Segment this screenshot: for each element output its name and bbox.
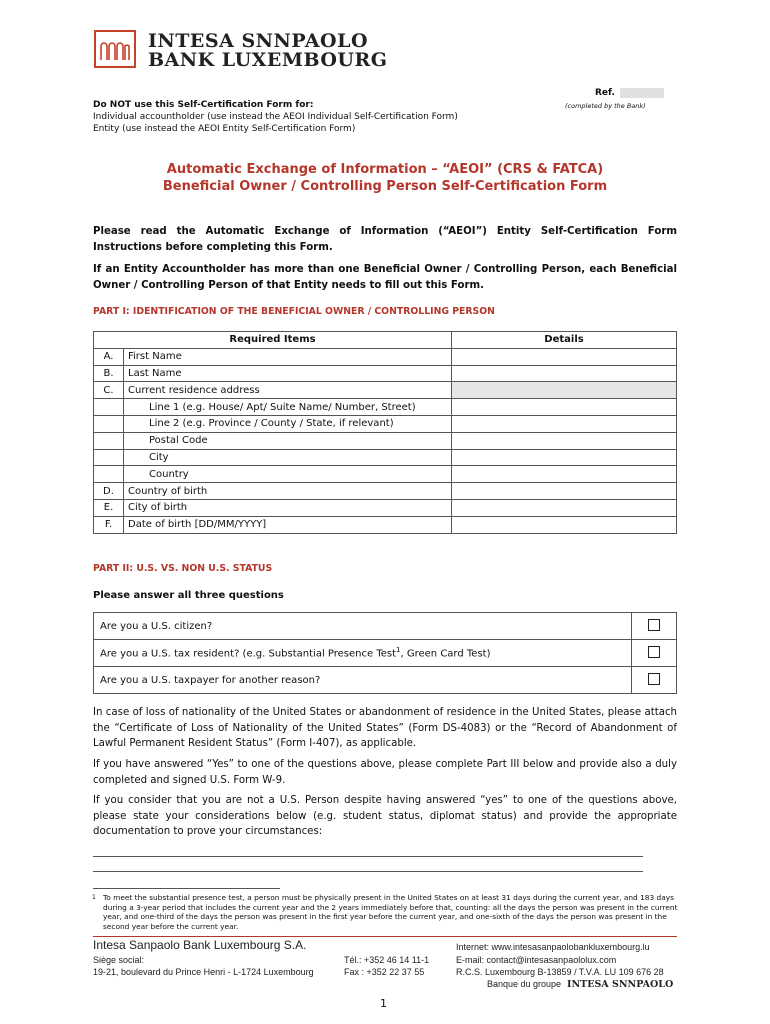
table-row [94,499,677,516]
form-title-line1: Automatic Exchange of Information – “AEOI” (CRS & FATCA) [166,162,604,177]
row-letter [94,399,124,416]
date-of-birth-field[interactable] [452,516,677,533]
footer-company: Intesa Sanpaolo Bank Luxembourg S.A. [93,938,307,952]
row-letter [94,466,124,483]
first-name-field[interactable] [452,348,677,365]
answered-yes-paragraph: If you have answered “Yes” to one of the questions above, please complete Part III below and provide also a duly completed and signed U.S. Form W-9. [93,759,677,786]
footnote [93,893,679,931]
question-text: Are you a U.S. tax resident? (e.g. Substantial Presence Test [100,648,397,660]
table-row [94,667,677,694]
footnote-number: 1 [92,894,96,901]
row-letter: D. [94,483,124,500]
row-letter: B. [94,365,124,382]
ref-note: (completed by the Bank) [565,102,646,110]
row-label: Country of birth [124,483,452,500]
footer-address: 19-21, boulevard du Prince Henri - L-1724 Luxembourg [93,967,314,977]
table-row [94,516,677,533]
col-details: Details [452,332,677,349]
country-field[interactable] [452,466,677,483]
row-label: Country [124,466,452,483]
footer-rcs: R.C.S. Luxembourg B-13859 / T.V.A. LU 109 676 28 [456,967,664,977]
footer-email[interactable]: E-mail: contact@intesasanpaololux.com [456,955,617,965]
us-status-table [93,612,677,694]
intro-line-individual: Individual accountholder (use instead the AEOI Individual Self-Certification Form) [93,112,458,122]
logo-wordmark-line1: INTESA SNNPAOLO [148,30,369,52]
row-label: Line 1 (e.g. House/ Apt/ Suite Name/ Number, Street) [124,399,452,416]
row-label: City [124,449,452,466]
row-label: Current residence address [124,382,452,399]
row-letter: E. [94,499,124,516]
footer-divider [93,936,677,937]
question-us-taxpayer: Are you a U.S. taxpayer for another reason? [94,667,632,694]
intro-line-entity: Entity (use instead the AEOI Entity Self-Certification Form) [93,124,356,134]
address-line1-field[interactable] [452,399,677,416]
footer-groupe: Banque du groupe [487,979,562,989]
row-label: Line 2 (e.g. Province / County / State, if relevant) [124,415,452,432]
row-letter: C. [94,382,124,399]
page-number: 1 [380,997,387,1010]
address-line2-field[interactable] [452,415,677,432]
row-label: Date of birth [DD/MM/YYYY] [124,516,452,533]
us-citizen-checkbox[interactable] [648,619,660,631]
row-label: Last Name [124,365,452,382]
table-row [94,449,677,466]
logo-wordmark-line2: BANK LUXEMBOURG [148,49,388,71]
table-row [94,466,677,483]
table-row [94,613,677,640]
do-not-use-heading: Do NOT use this Self-Certification Form for: [93,100,314,110]
not-us-person-paragraph: If you consider that you are not a U.S. Person despite having answered “yes” to one of the questions above, please state your considerations below (e.g. student status, diplomat status) and provide the appropriate documentation to prove your circumstances: [93,795,677,837]
city-of-birth-field[interactable] [452,499,677,516]
table-row [94,382,677,399]
footer-group-logo: INTESA SNNPAOLO [567,979,674,990]
instructions-p1: Please read the Automatic Exchange of Information (“AEOI”) Entity Self-Certification Form Instructions before completing this Form. [93,226,677,253]
part2-heading: PART II: U.S. VS. NON U.S. STATUS [93,563,273,574]
footnote-divider [93,888,280,889]
table-row [94,483,677,500]
table-row [94,432,677,449]
ref-label: Ref. [595,88,615,98]
us-tax-resident-checkbox[interactable] [648,646,660,658]
considerations-line-1[interactable] [93,856,643,857]
row-label: First Name [124,348,452,365]
bank-logo-icon [94,30,136,68]
row-label: City of birth [124,499,452,516]
part1-heading: PART I: IDENTIFICATION OF THE BENEFICIAL OWNER / CONTROLLING PERSON [93,306,495,317]
question-text-end: , Green Card Test) [400,648,491,660]
row-letter [94,449,124,466]
row-letter [94,432,124,449]
question-us-tax-resident [94,640,632,667]
table-row [94,640,677,667]
instructions-p2: If an Entity Accountholder has more than one Beneficial Owner / Controlling Person, each Beneficial Owner / Controlling Person of that Entity needs to fill out this Form. [93,264,677,291]
form-title-line2: Beneficial Owner / Controlling Person Self-Certification Form [162,179,608,194]
footer-siege: Siège social: [93,955,145,965]
part2-subheading: Please answer all three questions [93,590,284,601]
row-letter [94,415,124,432]
table-row [94,348,677,365]
col-required-items: Required Items [94,332,452,349]
postal-code-field[interactable] [452,432,677,449]
table-row [94,399,677,416]
loss-of-nationality-paragraph: In case of loss of nationality of the United States or abandonment of residence in the United States, please attach the “Certificate of Loss of Nationality of the United States” (Form DS-4083) or the “Record of Abandonment of Lawful Permanent Resident Status” (Form I-407), as applicable. [93,707,677,749]
footnote-ref[interactable]: 1 [396,646,401,655]
row-label: Postal Code [124,432,452,449]
table-row [94,365,677,382]
table-row [94,415,677,432]
footer-internet[interactable]: Internet: www.intesasanpaolobankluxembourg.lu [456,942,650,952]
footer-fax: Fax : +352 22 37 55 [344,967,425,977]
question-us-citizen: Are you a U.S. citizen? [94,613,632,640]
row-letter: F. [94,516,124,533]
footer-tel: Tél.: +352 46 14 11-1 [344,955,430,965]
considerations-line-2[interactable] [93,871,643,872]
last-name-field[interactable] [452,365,677,382]
ref-field[interactable] [620,88,664,98]
us-taxpayer-checkbox[interactable] [648,673,660,685]
city-field[interactable] [452,449,677,466]
identification-table [93,331,677,534]
country-of-birth-field[interactable] [452,483,677,500]
address-header-cell [452,382,677,399]
row-letter: A. [94,348,124,365]
footnote-text: To meet the substantial presence test, a person must be physically present in the United States on at least 31 days during the current year, and 183 days during a 3-year period that includes the current year and the 2 years immediately before that, counting: all the days the person was present in the current year, and one-third of the days the person was present in the first year before the current year, and one-sixth of the days the person was present in the second year before the current year. [103,893,678,931]
